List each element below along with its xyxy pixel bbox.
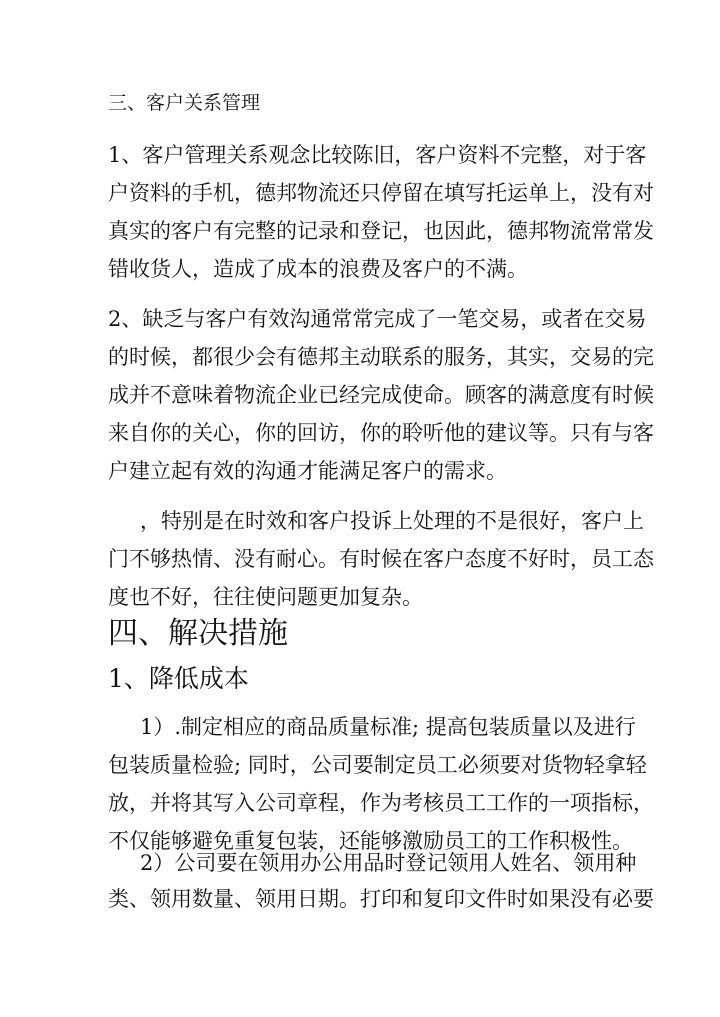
paragraph-line: 户建立起有效的沟通才能满足客户的需求。 [108, 459, 507, 483]
paragraph-line: 的时候，都很少会有德邦主动联系的服务，其实，交易的完 [108, 345, 654, 369]
paragraph-line: 包装质量检验; 同时，公司要制定员工必须要对货物轻拿轻 [108, 753, 647, 777]
paragraph-line: 2、缺乏与客户有效沟通常常完成了一笔交易，或者在交易 [108, 307, 647, 331]
paragraph-line: ，特别是在时效和客户投诉上处理的不是很好，客户上 [140, 509, 644, 533]
paragraph-line: 真实的客户有完整的记录和登记，也因此，德邦物流常常发 [108, 219, 654, 243]
paragraph-line: 2）公司要在领用办公用品时登记领用人姓名、领用种 [140, 851, 637, 875]
paragraph-line: 来自你的关心，你的回访，你的聆听他的建议等。只有与客 [108, 421, 654, 445]
paragraph-line: 错收货人，造成了成本的浪费及客户的不满。 [108, 257, 528, 281]
paragraph-line: 门不够热情、没有耐心。有时候在客户态度不好时，员工态 [108, 547, 654, 571]
paragraph-line: 类、领用数量、领用日期。打印和复印文件时如果没有必要 [108, 887, 654, 911]
paragraph-line: 不仅能够避免重复包装，还能够激励员工的工作积极性。 [108, 829, 633, 853]
paragraph-line: 1）.制定相应的商品质量标准; 提高包装质量以及进行 [140, 715, 636, 739]
paragraph-line: 度也不好，往往使问题更加复杂。 [108, 585, 423, 609]
section-heading-solutions: 四、解决措施 [108, 616, 288, 651]
paragraph-line: 1、客户管理关系观念比较陈旧，客户资料不完整，对于客 [108, 143, 647, 167]
paragraph-line: 放，并将其写入公司章程，作为考核员工工作的一项指标， [108, 791, 654, 815]
paragraph-line: 成并不意味着物流企业已经完成使命。顾客的满意度有时候 [108, 383, 654, 407]
paragraph-line: 户资料的手机，德邦物流还只停留在填写托运单上，没有对 [108, 181, 654, 205]
section-heading-customer-relations: 三、客户关系管理 [108, 92, 261, 114]
subsection-heading-reduce-cost: 1、降低成本 [108, 664, 249, 693]
